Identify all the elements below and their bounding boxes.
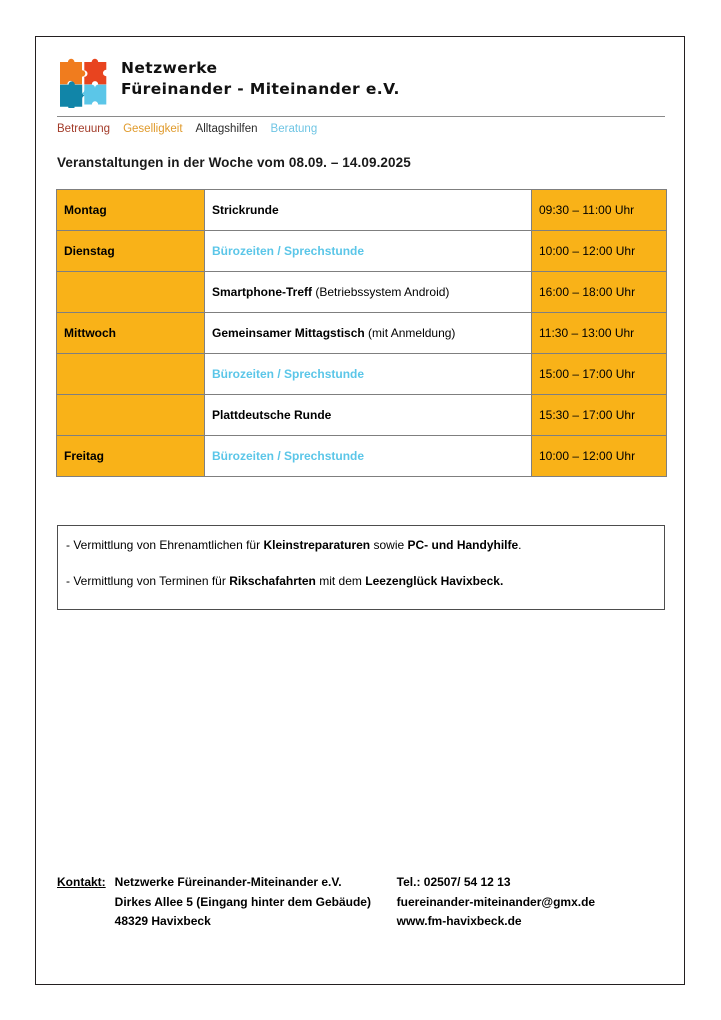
schedule-time-cell: 15:30 – 17:00 Uhr — [532, 395, 667, 436]
info-highlight: Leezenglück Havixbeck. — [365, 574, 504, 588]
weekly-schedule-table — [56, 189, 667, 477]
event-title: Bürozeiten / Sprechstunde — [212, 367, 365, 381]
org-name-line1: Netzwerke — [121, 59, 218, 77]
schedule-time-cell: 09:30 – 11:00 Uhr — [532, 190, 667, 231]
info-text: mit dem — [315, 574, 366, 588]
contact-address-line: Dirkes Allee 5 (Eingang hinter dem Gebäude) — [114, 894, 371, 909]
nav-item-betreuung[interactable]: Betreuung — [57, 123, 111, 135]
table-row — [57, 354, 667, 395]
table-row — [57, 313, 667, 354]
table-row — [57, 272, 667, 313]
schedule-event-cell — [205, 395, 532, 436]
contact-label: Kontakt: — [57, 875, 106, 889]
info-line — [66, 537, 656, 554]
schedule-time-cell: 10:00 – 12:00 Uhr — [532, 436, 667, 477]
table-row — [57, 395, 667, 436]
schedule-time-cell: 15:00 – 17:00 Uhr — [532, 354, 667, 395]
header-divider — [57, 116, 665, 117]
schedule-time-cell: 16:00 – 18:00 Uhr — [532, 272, 667, 313]
event-title: Bürozeiten / Sprechstunde — [212, 449, 365, 463]
schedule-day-cell: Dienstag — [57, 231, 205, 272]
contact-details — [397, 873, 665, 932]
schedule-day-cell: Mittwoch — [57, 313, 205, 354]
event-title: Gemeinsamer Mittagstisch — [212, 326, 365, 340]
schedule-body — [57, 190, 667, 477]
info-text: - Vermittlung von Ehrenamtlichen für — [66, 538, 264, 552]
schedule-day-cell: Freitag — [57, 436, 205, 477]
table-row — [57, 436, 667, 477]
info-text: . — [518, 538, 522, 552]
schedule-day-cell — [57, 272, 205, 313]
event-title: Bürozeiten / Sprechstunde — [212, 244, 365, 258]
schedule-event-cell — [205, 354, 532, 395]
contact-footer — [57, 873, 665, 932]
schedule-event-cell — [205, 231, 532, 272]
schedule-event-cell — [205, 436, 532, 477]
schedule-time-cell: 11:30 – 13:00 Uhr — [532, 313, 667, 354]
event-title: Smartphone-Treff — [212, 285, 313, 299]
org-name — [121, 57, 400, 100]
nav-item-alltagshilfen[interactable]: Alltagshilfen — [195, 123, 258, 135]
info-highlight: Rikschafahrten — [229, 574, 316, 588]
event-title: Strickrunde — [212, 203, 279, 217]
nav-item-geselligkeit[interactable]: Geselligkeit — [123, 123, 183, 135]
table-row — [57, 190, 667, 231]
category-nav — [57, 121, 665, 137]
schedule-event-cell — [205, 190, 532, 231]
schedule-day-cell — [57, 354, 205, 395]
contact-detail-line: Tel.: 02507/ 54 12 13 — [396, 875, 511, 889]
event-note: (mit Anmeldung) — [364, 326, 456, 340]
document-header — [57, 57, 665, 108]
page-title: Veranstaltungen in der Woche vom 08.09. – 14.09.2025 — [57, 155, 411, 170]
contact-detail-line[interactable]: www.fm-havixbeck.de — [396, 914, 522, 928]
info-highlight: Kleinstreparaturen — [263, 538, 371, 552]
event-note: (Betriebssystem Android) — [312, 285, 450, 299]
schedule-event-cell — [205, 313, 532, 354]
services-info-box — [57, 525, 665, 610]
contact-address-line: Netzwerke Füreinander-Miteinander e.V. — [114, 875, 342, 889]
org-name-line2: Füreinander - Miteinander e.V. — [121, 80, 400, 98]
document-page — [35, 36, 685, 985]
contact-address — [115, 873, 397, 932]
contact-address-line: 48329 Havixbeck — [114, 914, 211, 928]
contact-detail-line[interactable]: fuereinander-miteinander@gmx.de — [396, 894, 596, 909]
info-text: - Vermittlung von Terminen für — [66, 574, 230, 588]
info-text: sowie — [370, 538, 408, 552]
schedule-day-cell: Montag — [57, 190, 205, 231]
puzzle-pieces-icon — [57, 58, 109, 108]
schedule-time-cell: 10:00 – 12:00 Uhr — [532, 231, 667, 272]
schedule-day-cell — [57, 395, 205, 436]
table-row — [57, 231, 667, 272]
info-highlight: PC- und Handyhilfe — [407, 538, 519, 552]
nav-item-beratung[interactable]: Beratung — [270, 123, 318, 135]
info-line — [66, 573, 656, 590]
event-title: Plattdeutsche Runde — [212, 408, 332, 422]
schedule-event-cell — [205, 272, 532, 313]
